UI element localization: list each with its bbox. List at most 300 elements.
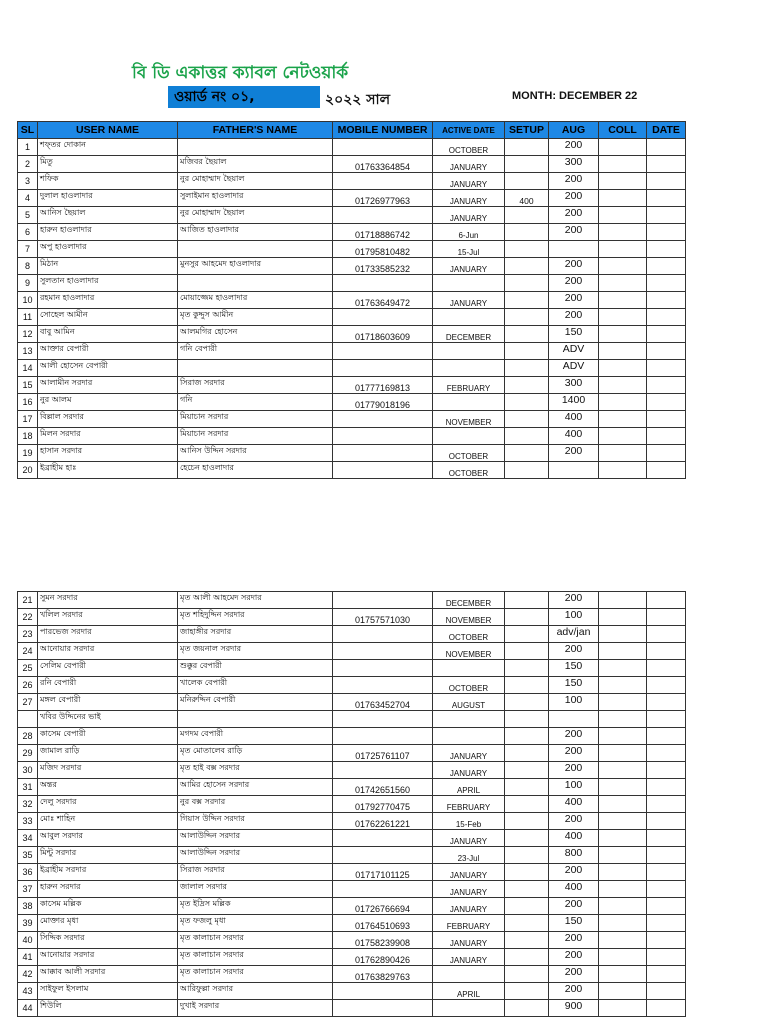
cell-setup	[505, 898, 549, 915]
cell-aug: 400	[549, 428, 599, 445]
cell-sl: 31	[18, 779, 38, 796]
cell-fathers-name: শুক্কুর বেপারী	[178, 660, 333, 677]
cell-active-date: 15-Jul	[433, 241, 505, 258]
cell-date	[647, 898, 686, 915]
cell-coll	[599, 898, 647, 915]
cell-user-name: নুর আলম	[38, 394, 178, 411]
cell-mobile	[333, 207, 433, 224]
cell-sl: 10	[18, 292, 38, 309]
cell-aug: 1400	[549, 394, 599, 411]
cell-coll	[599, 207, 647, 224]
cell-setup	[505, 711, 549, 728]
cell-setup	[505, 462, 549, 479]
table-row	[18, 643, 686, 660]
cell-coll	[599, 779, 647, 796]
cell-fathers-name: মনিরুদ্দিন বেপারী	[178, 694, 333, 711]
cell-mobile	[333, 445, 433, 462]
cell-fathers-name: মৃত ফজলু মৃধা	[178, 915, 333, 932]
cell-aug: 200	[549, 445, 599, 462]
cell-coll	[599, 830, 647, 847]
cell-active-date: JANUARY	[433, 898, 505, 915]
cell-mobile	[333, 847, 433, 864]
cell-aug: 400	[549, 796, 599, 813]
cell-mobile	[333, 428, 433, 445]
cell-aug: ADV	[549, 360, 599, 377]
cell-setup	[505, 949, 549, 966]
cell-setup	[505, 139, 549, 156]
cell-user-name: পারভেজ সরদার	[38, 626, 178, 643]
cell-user-name: অন্তর	[38, 779, 178, 796]
table-row	[18, 694, 686, 711]
cell-fathers-name: মিয়াচান সরদার	[178, 428, 333, 445]
cell-sl: 21	[18, 592, 38, 609]
cell-aug: adv/jan	[549, 626, 599, 643]
cell-fathers-name: হেচেন হাওলাদার	[178, 462, 333, 479]
table-row	[18, 139, 686, 156]
cell-mobile: 01763452704	[333, 694, 433, 711]
cell-sl: 19	[18, 445, 38, 462]
cell-sl: 43	[18, 983, 38, 1000]
cell-setup	[505, 428, 549, 445]
cell-coll	[599, 326, 647, 343]
cell-mobile	[333, 711, 433, 728]
table-row	[18, 224, 686, 241]
cell-user-name: আক্কাব আলী সরদার	[38, 966, 178, 983]
cell-mobile: 01795810482	[333, 241, 433, 258]
cell-mobile: 01763829763	[333, 966, 433, 983]
table-row	[18, 207, 686, 224]
cell-sl: 14	[18, 360, 38, 377]
cell-aug: 200	[549, 898, 599, 915]
cell-date	[647, 190, 686, 207]
cell-aug: 400	[549, 830, 599, 847]
cell-sl: 29	[18, 745, 38, 762]
table-row	[18, 881, 686, 898]
cell-sl: 13	[18, 343, 38, 360]
cell-sl: 8	[18, 258, 38, 275]
cell-sl: 32	[18, 796, 38, 813]
cell-aug: 150	[549, 677, 599, 694]
cell-mobile: 01763364854	[333, 156, 433, 173]
table-row	[18, 1000, 686, 1017]
cell-sl: 7	[18, 241, 38, 258]
cell-coll	[599, 983, 647, 1000]
cell-aug: 100	[549, 779, 599, 796]
table-row	[18, 173, 686, 190]
table-row	[18, 592, 686, 609]
cell-sl: 1	[18, 139, 38, 156]
cell-mobile	[333, 881, 433, 898]
cell-mobile	[333, 592, 433, 609]
cell-fathers-name: মৃত আলী আহমেদ সরদার	[178, 592, 333, 609]
cell-date	[647, 830, 686, 847]
cell-sl: 40	[18, 932, 38, 949]
cell-active-date	[433, 711, 505, 728]
cell-active-date: OCTOBER	[433, 462, 505, 479]
table-row	[18, 915, 686, 932]
cell-date	[647, 173, 686, 190]
cell-aug: 200	[549, 275, 599, 292]
cell-fathers-name: গিয়াস উদ্দিন সরদার	[178, 813, 333, 830]
cell-user-name: আলামীন সরদার	[38, 377, 178, 394]
cell-user-name: আনিস ছৈয়াল	[38, 207, 178, 224]
cell-coll	[599, 394, 647, 411]
cell-sl: 25	[18, 660, 38, 677]
cell-date	[647, 207, 686, 224]
month-label: MONTH: DECEMBER 22	[512, 90, 638, 102]
cell-setup: 400	[505, 190, 549, 207]
table-row	[18, 241, 686, 258]
cell-date	[647, 445, 686, 462]
cell-active-date: FEBRUARY	[433, 915, 505, 932]
cell-mobile: 01777169813	[333, 377, 433, 394]
cell-setup	[505, 847, 549, 864]
cell-date	[647, 609, 686, 626]
cell-mobile: 01718886742	[333, 224, 433, 241]
cell-date	[647, 241, 686, 258]
cell-sl: 12	[18, 326, 38, 343]
cell-aug: 200	[549, 813, 599, 830]
cell-aug: 800	[549, 847, 599, 864]
cell-setup	[505, 932, 549, 949]
cell-mobile	[333, 1000, 433, 1017]
cell-user-name: অপু হাওলাদার	[38, 241, 178, 258]
table-row	[18, 796, 686, 813]
cell-fathers-name: আজিত হাওলাদার	[178, 224, 333, 241]
cell-active-date: AUGUST	[433, 694, 505, 711]
cell-coll	[599, 139, 647, 156]
cell-sl: 15	[18, 377, 38, 394]
cell-active-date	[433, 660, 505, 677]
cell-sl: 37	[18, 881, 38, 898]
cell-aug: 900	[549, 1000, 599, 1017]
table-row	[18, 966, 686, 983]
col-header-fathers-name: FATHER'S NAME	[178, 122, 333, 139]
cell-aug: 200	[549, 864, 599, 881]
table-row	[18, 343, 686, 360]
cell-active-date: NOVEMBER	[433, 609, 505, 626]
cell-mobile	[333, 275, 433, 292]
cell-mobile	[333, 343, 433, 360]
cell-active-date: OCTOBER	[433, 139, 505, 156]
cell-fathers-name: মৃত কুদ্দুস আমীন	[178, 309, 333, 326]
cell-user-name: বিল্লাল সরদার	[38, 411, 178, 428]
cell-active-date: JANUARY	[433, 830, 505, 847]
cell-sl: 27	[18, 694, 38, 711]
cell-coll	[599, 694, 647, 711]
cell-coll	[599, 190, 647, 207]
cell-aug: 200	[549, 745, 599, 762]
cell-fathers-name	[178, 241, 333, 258]
cell-user-name: আনোয়ার সরদার	[38, 949, 178, 966]
cell-aug	[549, 462, 599, 479]
col-header-mobile-number: MOBILE NUMBER	[333, 122, 433, 139]
cell-active-date: OCTOBER	[433, 677, 505, 694]
subscriber-table-1	[17, 121, 686, 479]
cell-coll	[599, 949, 647, 966]
cell-aug: 200	[549, 983, 599, 1000]
cell-active-date: 6-Jun	[433, 224, 505, 241]
cell-coll	[599, 411, 647, 428]
cell-date	[647, 915, 686, 932]
cell-sl: 39	[18, 915, 38, 932]
cell-setup	[505, 966, 549, 983]
table-body-2	[18, 592, 686, 1017]
cell-aug: 200	[549, 207, 599, 224]
cell-user-name: মোক্তার মৃধা	[38, 915, 178, 932]
cell-fathers-name	[178, 275, 333, 292]
cell-date	[647, 275, 686, 292]
cell-setup	[505, 592, 549, 609]
cell-setup	[505, 694, 549, 711]
cell-user-name: শফিক	[38, 173, 178, 190]
cell-sl: 42	[18, 966, 38, 983]
table-row	[18, 677, 686, 694]
cell-user-name: মিঠান	[38, 258, 178, 275]
cell-setup	[505, 728, 549, 745]
cell-date	[647, 377, 686, 394]
cell-aug: 200	[549, 592, 599, 609]
cell-active-date: FEBRUARY	[433, 377, 505, 394]
cell-date	[647, 643, 686, 660]
cell-coll	[599, 156, 647, 173]
cell-fathers-name: আলাউদ্দিন সরদার	[178, 830, 333, 847]
cell-coll	[599, 932, 647, 949]
cell-date	[647, 292, 686, 309]
cell-user-name: শিউলি	[38, 1000, 178, 1017]
cell-user-name: খলিল সরদার	[38, 609, 178, 626]
cell-active-date: JANUARY	[433, 173, 505, 190]
cell-active-date: JANUARY	[433, 762, 505, 779]
cell-mobile: 01758239908	[333, 932, 433, 949]
cell-setup	[505, 643, 549, 660]
cell-active-date	[433, 728, 505, 745]
cell-date	[647, 139, 686, 156]
cell-mobile	[333, 983, 433, 1000]
table-row	[18, 932, 686, 949]
cell-date	[647, 813, 686, 830]
cell-user-name: হারুন হাওলাদার	[38, 224, 178, 241]
cell-mobile: 01764510693	[333, 915, 433, 932]
col-header-setup: SETUP	[505, 122, 549, 139]
cell-coll	[599, 762, 647, 779]
cell-fathers-name: সুলাইমান হাওলাদার	[178, 190, 333, 207]
cell-mobile: 01763649472	[333, 292, 433, 309]
cell-sl	[18, 711, 38, 728]
cell-sl: 16	[18, 394, 38, 411]
cell-sl: 6	[18, 224, 38, 241]
cell-coll	[599, 711, 647, 728]
cell-mobile	[333, 626, 433, 643]
cell-fathers-name: মোয়াজ্জেম হাওলাদার	[178, 292, 333, 309]
cell-active-date	[433, 309, 505, 326]
cell-user-name: হারুন সরদার	[38, 881, 178, 898]
cell-active-date: JANUARY	[433, 949, 505, 966]
table-row	[18, 190, 686, 207]
cell-setup	[505, 411, 549, 428]
cell-aug: 150	[549, 660, 599, 677]
cell-aug: 200	[549, 949, 599, 966]
cell-date	[647, 762, 686, 779]
cell-setup	[505, 360, 549, 377]
cell-mobile: 01792770475	[333, 796, 433, 813]
cell-sl: 18	[18, 428, 38, 445]
cell-fathers-name: দুখাই সরদার	[178, 1000, 333, 1017]
cell-fathers-name: সিরাজ সরদার	[178, 377, 333, 394]
cell-sl: 17	[18, 411, 38, 428]
cell-date	[647, 258, 686, 275]
cell-fathers-name: মৃত শহিদুদ্দিন সরদার	[178, 609, 333, 626]
cell-fathers-name: নুর বক্স সরদার	[178, 796, 333, 813]
table-row	[18, 983, 686, 1000]
cell-date	[647, 394, 686, 411]
table-row	[18, 898, 686, 915]
cell-user-name: ইব্রাহীম সরদার	[38, 864, 178, 881]
cell-active-date: DECEMBER	[433, 592, 505, 609]
table-row	[18, 462, 686, 479]
cell-date	[647, 156, 686, 173]
cell-date	[647, 660, 686, 677]
cell-user-name: সাইফুল ইসলাম	[38, 983, 178, 1000]
cell-date	[647, 847, 686, 864]
table-row	[18, 411, 686, 428]
cell-coll	[599, 241, 647, 258]
cell-fathers-name: সিরাজ সরদার	[178, 864, 333, 881]
table-row	[18, 813, 686, 830]
cell-date	[647, 983, 686, 1000]
cell-coll	[599, 796, 647, 813]
cell-aug: 300	[549, 156, 599, 173]
cell-sl: 30	[18, 762, 38, 779]
cell-sl: 4	[18, 190, 38, 207]
cell-mobile: 01717101125	[333, 864, 433, 881]
cell-date	[647, 1000, 686, 1017]
cell-date	[647, 309, 686, 326]
cell-date	[647, 745, 686, 762]
cell-aug: 200	[549, 224, 599, 241]
cell-mobile	[333, 728, 433, 745]
cell-user-name: মোঃ শাহিন	[38, 813, 178, 830]
cell-coll	[599, 864, 647, 881]
table-row	[18, 711, 686, 728]
cell-coll	[599, 445, 647, 462]
cell-fathers-name: আলমগির হোসেন	[178, 326, 333, 343]
cell-setup	[505, 626, 549, 643]
cell-aug: 400	[549, 411, 599, 428]
cell-active-date	[433, 394, 505, 411]
cell-user-name: হাসান সরদার	[38, 445, 178, 462]
cell-setup	[505, 309, 549, 326]
cell-coll	[599, 728, 647, 745]
cell-fathers-name: মৃত ইদ্রিস মল্লিক	[178, 898, 333, 915]
cell-fathers-name: আমির হোসেন সরদার	[178, 779, 333, 796]
cell-setup	[505, 173, 549, 190]
cell-date	[647, 711, 686, 728]
cell-date	[647, 881, 686, 898]
cell-sl: 5	[18, 207, 38, 224]
cell-date	[647, 966, 686, 983]
cell-sl: 36	[18, 864, 38, 881]
table-row	[18, 275, 686, 292]
table-row	[18, 445, 686, 462]
cell-fathers-name	[178, 360, 333, 377]
cell-aug	[549, 711, 599, 728]
cell-setup	[505, 224, 549, 241]
cell-fathers-name: নুর মোহাম্মাদ ছৈয়াল	[178, 207, 333, 224]
cell-mobile: 01726977963	[333, 190, 433, 207]
cell-date	[647, 360, 686, 377]
cell-setup	[505, 609, 549, 626]
cell-active-date: APRIL	[433, 983, 505, 1000]
cell-mobile	[333, 643, 433, 660]
table-body-1	[18, 139, 686, 479]
col-header-user-name: USER NAME	[38, 122, 178, 139]
cell-user-name: মিলন সরদার	[38, 428, 178, 445]
cell-sl: 26	[18, 677, 38, 694]
cell-setup	[505, 881, 549, 898]
cell-setup	[505, 796, 549, 813]
cell-coll	[599, 1000, 647, 1017]
cell-user-name: সুলতান হাওলাদার	[38, 275, 178, 292]
table-row	[18, 156, 686, 173]
cell-sl: 22	[18, 609, 38, 626]
cell-active-date: JANUARY	[433, 932, 505, 949]
cell-user-name: জামাল রাড়ি	[38, 745, 178, 762]
cell-coll	[599, 847, 647, 864]
cell-active-date: DECEMBER	[433, 326, 505, 343]
cell-setup	[505, 394, 549, 411]
cell-user-name: আনোয়ার সরদার	[38, 643, 178, 660]
cell-date	[647, 949, 686, 966]
cell-sl: 24	[18, 643, 38, 660]
cell-fathers-name: মগদম বেপারী	[178, 728, 333, 745]
cell-active-date: OCTOBER	[433, 626, 505, 643]
col-header-sl: SL	[18, 122, 38, 139]
cell-user-name: ইব্রাহীম হাঃ	[38, 462, 178, 479]
cell-date	[647, 626, 686, 643]
cell-coll	[599, 626, 647, 643]
cell-fathers-name: গনি বেপারী	[178, 343, 333, 360]
cell-aug: 200	[549, 258, 599, 275]
table-row	[18, 949, 686, 966]
cell-fathers-name: আলাউদ্দিন সরদার	[178, 847, 333, 864]
cell-active-date	[433, 360, 505, 377]
cell-user-name: আক্তার বেপারী	[38, 343, 178, 360]
cell-mobile: 01725761107	[333, 745, 433, 762]
cell-date	[647, 326, 686, 343]
cell-active-date: JANUARY	[433, 292, 505, 309]
table-row	[18, 728, 686, 745]
cell-fathers-name: খালেক বেপারী	[178, 677, 333, 694]
cell-active-date: JANUARY	[433, 190, 505, 207]
cell-fathers-name: মিয়াচান সরদার	[178, 411, 333, 428]
cell-mobile: 01742651560	[333, 779, 433, 796]
table-row	[18, 779, 686, 796]
cell-aug: 200	[549, 643, 599, 660]
cell-aug: 200	[549, 139, 599, 156]
cell-user-name: মিন্টু সরদার	[38, 847, 178, 864]
cell-setup	[505, 343, 549, 360]
cell-coll	[599, 258, 647, 275]
cell-active-date: JANUARY	[433, 156, 505, 173]
cell-mobile: 01726766694	[333, 898, 433, 915]
cell-mobile	[333, 462, 433, 479]
cell-coll	[599, 966, 647, 983]
cell-coll	[599, 275, 647, 292]
cell-user-name: দেলু সরদার	[38, 796, 178, 813]
cell-mobile	[333, 677, 433, 694]
table-row	[18, 660, 686, 677]
